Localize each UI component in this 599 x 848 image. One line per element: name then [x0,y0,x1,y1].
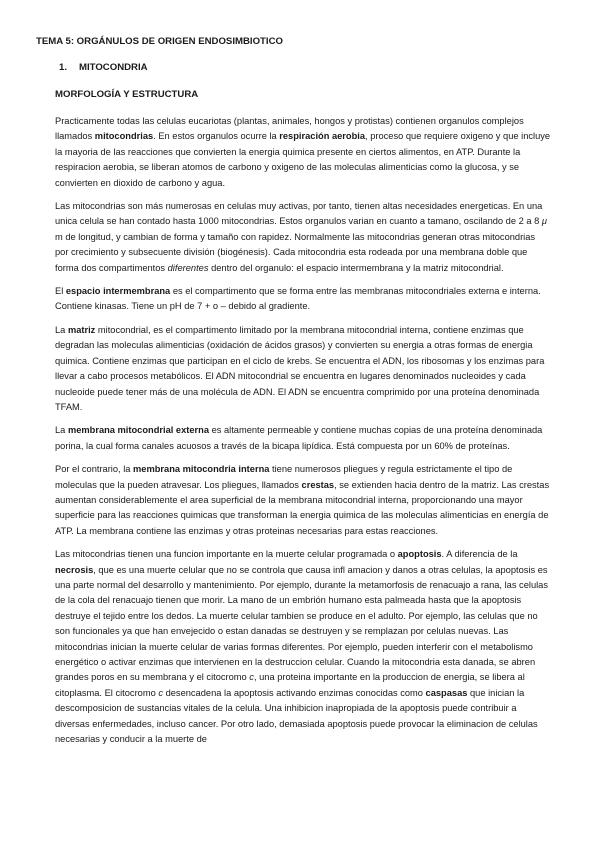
section-heading [59,62,551,73]
italic-term: c [249,672,254,683]
micro-symbol: μ [541,216,547,227]
bold-term: crestas [301,479,335,490]
document-title: TEMA 5: ORGÁNULOS DE ORIGEN ENDOSIMBIOTICO [36,36,283,47]
bold-term: respiración aerobia [279,131,366,142]
text-run: m de longitud, y cambian de forma y tamaño con rapidez. Normalmente las mitocondrias generan otras mitocondrias por crecimiento y subsecuente división (biogénesis). Cada mitocondria esta rodeada por una membrana doble que forma dos compartimentos [55,231,536,273]
text-run: . A diferencia de la [441,549,518,560]
bold-term: membrana mitocondria interna [133,464,270,475]
text-run: . En estos organulos ocurre la [153,131,280,142]
text-run: Las mitocondrias son más numerosas en celulas muy activas, por tanto, tienen altas necesidades energeticas. En una unica celula se han contado hasta 1000 mitocondrias. Estos organulos varian en cuanto a tamano, oscilando de 2 a 8 [55,201,543,227]
paragraph-1 [55,114,551,191]
section-number: 1. [59,62,68,73]
text-run: que inician la descomposicion de sustancias vitales de la celula. Una inhibicion inapropiada de la apoptosis puede contribuir a diversas enfermedades, incluso cancer. Por otro lado, demasiada apoptosis puede provocar la eliminacion de celulas necesarias y conducir a la muerte de [55,687,538,745]
text-run: dentro del organulo: el espacio intermembrana y la matriz mitocondrial. [208,262,504,273]
text-run: desencadena la apoptosis activando enzimas conocidas como [163,687,426,698]
bold-term: membrana mitocondrial externa [67,425,209,436]
bold-term: matriz [67,324,96,335]
bold-term: caspasas [425,687,468,698]
section-title: MITOCONDRIA [79,62,148,73]
paragraph-5 [55,423,551,454]
text-run: es el compartimento que se forma entre las membranas mitocondriales externa e interna. Contiene kinasas. Tiene un pH de 7 + o – debido al gradiente. [55,286,541,312]
bold-term: necrosis [55,564,94,575]
text-run: , que es una muerte celular que no se controla que causa infl amacion y danos a otras celulas, la apoptosis es una parte normal del desarrollo y mantenimiento. Por ejemplo, durante la metamorfosis de renacuajo a rana, las celulas de la cola del renacuajo tienen que morir. La mano de un embrión humano esta palmeada hasta que la apoptosis destruye el tejido entre los dedos. La muerte celular tambien se produce en el adulto. Por ejemplo, las celulas que no son funcionales ya que han envejecido o estan danadas se destruyen y se remplazan por celulas nuevas. Las mitocondrias inician la muerte celular de varias formas diferentes. Por ejemplo, pueden interferir con el metabolismo energético o activar enzimas que intervienen en la destruccion celular. Cuando la mitocondria esta danada, se abren grandes poros en su membrana y el citocromo [55,564,548,683]
text-run: tiene numerosos pliegues y regula estrictamente el tipo de moleculas que la pueden atravesar. Los pliegues, llamados [55,464,513,490]
paragraph-3 [55,284,551,315]
text-run: La [55,425,68,436]
text-run: mitocondrial, es el compartimento limitado por la membrana mitocondrial interna, contiene enzimas que degradan las moleculas alimenticias (oxidación de ácidos grasos) y convierten su energia a otras formas de energia quimica. Contiene enzimas que participan en el ciclo de krebs. Se encuentra el ADN, los ribosomas y los enzimas para llevar a cabo procesos metabólicos. El ADN mitocondrial se encuentra en lugares denominados nucleoides y cada nucleoide puede tener más de una molécula de ADN. El ADN se encuentra comprimido por una proteína denominada TFAM. [55,324,545,412]
text-run: Practicamente todas las celulas eucariotas (plantas, animales, hongos y protistas) contienen organulos complejos llamados [55,116,524,142]
paragraph-6 [55,462,551,539]
text-run: es altamente permeable y contiene muchas copias de una proteína denominada porina, la cual forma canales acuosos a través de la bicapa lipídica. Está compuesta por un 60% de proteínas. [55,425,543,451]
text-run: , proceso que requiere oxigeno y que incluye la mayoria de las reacciones que convierten la energia quimica presente en ciertos alimentos, en ATP. Durante la respiracion aerobia, se liberan atomos de carbono y oxigeno de las moleculas alimenticias como la glucosa, y se convierten en dioxido de carbono y agua. [55,131,551,188]
bold-term: mitocondrias [94,131,154,142]
text-run: Por el contrario, la [55,464,134,475]
text-run: El [55,286,66,297]
paragraph-7 [55,547,551,747]
paragraph-2 [55,199,551,276]
text-run: , se extienden hacia dentro de la matriz. Las crestas aumentan considerablemente el area superficial de la membrana mitocondrial interna, proporcionando una mayor superficie para las reacciones quimicas que transforman la energia quimica de las moleculas alimenticias en energía de ATP. La membrana contiene las enzimas y otras proteinas necesarias para estas reacciones. [55,479,550,536]
italic-term: diferentes [167,262,209,273]
italic-term: c [158,687,163,698]
text-run: Las mitocondrias tienen una funcion importante en la muerte celular programada o [55,549,398,560]
bold-term: espacio intermembrana [65,286,171,297]
bold-term: apoptosis [397,549,442,560]
text-run: , una proteina importante en la produccion de energia, se libera al citoplasma. El citocromo [55,672,525,698]
paragraph-4 [55,323,551,415]
subheading: MORFOLOGÍA Y ESTRUCTURA [55,89,199,100]
text-run: La [55,324,68,335]
